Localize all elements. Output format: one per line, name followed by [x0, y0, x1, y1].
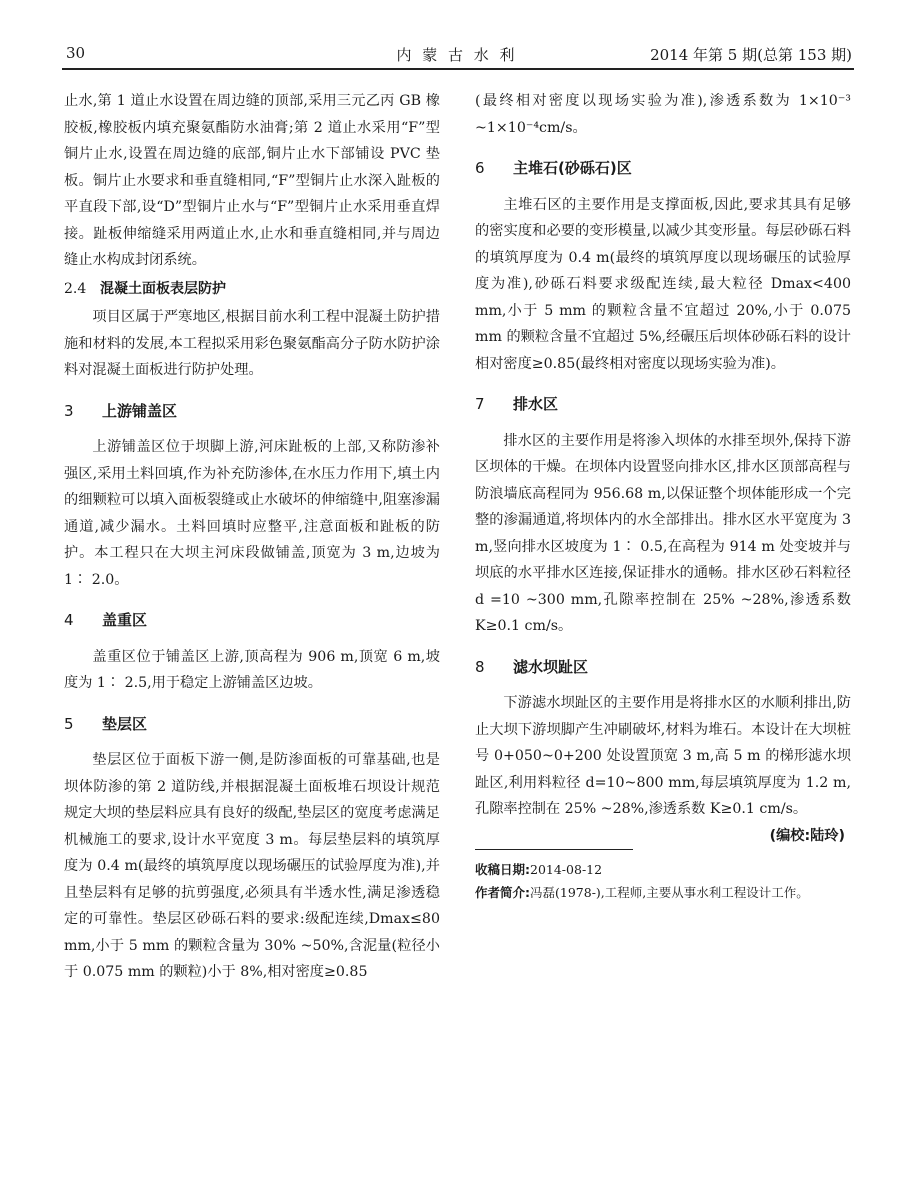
issue-info: 2014 年第 5 期(总第 153 期) — [650, 46, 852, 64]
header-rule — [62, 68, 854, 70]
left-column — [64, 88, 440, 986]
section-title: 上游铺盖区 — [102, 401, 178, 420]
footnote-author — [475, 881, 851, 904]
section-number: 3 — [64, 401, 74, 420]
paragraph-cushion-continued: (最终相对密度以现场实验为准),渗透系数为 1×10⁻³ ~1×10⁻⁴cm/s。 — [475, 93, 851, 136]
section-7-heading — [475, 391, 851, 418]
section-number: 7 — [475, 395, 485, 413]
paragraph-drainage-zone: 排水区的主要作用是将渗入坝体的水排至坝外,保持下游区坝体的干燥。在坝体内设置竖向排水区,排水区顶部高程与防浪墙底高程同为 956.68 m,以保证整个坝体能形成一个完整的渗漏通道,将坝体内的水全部排出。排水区水平宽度为 3 m,竖向排水区坡度为 1∶ 0.5,在高程为 914 m 处变坡并与坝底的水平排水区连接,保证排水的通畅。排水区砂石料粒径 d =10 ~300 mm,孔隙率控制在 25% ~28%,渗透系数 K≥0.1 cm/s。 — [475, 432, 851, 634]
paragraph-surface-protection: 项目区属于严寒地区,根据目前水利工程中混凝土防护措施和材料的发展,本工程拟采用彩色聚氨酯高分子防水防护涂料对混凝土面板进行防护处理。 — [64, 309, 440, 378]
received-label: 收稿日期: — [475, 861, 530, 877]
section-title: 垫层区 — [102, 714, 148, 733]
author-bio: 冯磊(1978-),工程师,主要从事水利工程设计工作。 — [530, 884, 809, 900]
received-date: 2014-08-12 — [530, 861, 603, 877]
author-label: 作者简介: — [475, 884, 530, 900]
section-number: 6 — [475, 159, 485, 177]
section-title: 滤水坝趾区 — [513, 657, 589, 676]
section-number: 5 — [64, 714, 74, 733]
paragraph-main-rockfill: 主堆石区的主要作用是支撑面板,因此,要求其具有足够的密实度和必要的变形模量,以减少其变形量。每层砂砾石料的填筑厚度为 0.4 m(最终的填筑厚度以现场碾压的试验厚度为准),砂砾石料要求级配连续,最大粒径 Dmax<400 mm,小于 5 mm 的颗粒含量不宜超过 20%,小于 0.075 mm 的颗粒含量不宜超过 5%,经碾压后坝体砂砾石料的设计相对密度≥0.85(最终相对密度以现场实验为准)。 — [475, 196, 851, 372]
toe-filter-text: 下游滤水坝趾区的主要作用是将排水区的水顺利排出,防止大坝下游坝脚产生冲刷破坏,材料为堆石。本设计在大坝桩号 0+050~0+200 处设置顶宽 3 m,高 5 m 的梯形滤水坝趾区,利用料粒径 d=10~800 mm,每层填筑厚度为 1.2 m,孔隙率控制在 25% ~28%,渗透系数 K≥0.1 cm/s。 — [475, 695, 851, 817]
section-title: 混凝土面板表层防护 — [100, 280, 226, 297]
section-3-heading — [64, 398, 440, 425]
paragraph-waterstop: 止水,第 1 道止水设置在周边缝的顶部,采用三元乙丙 GB 橡胶板,橡胶板内填充聚氨酯防水油膏;第 2 道止水采用“F”型铜片止水,设置在周边缝的底部,铜片止水下部铺设 PVC 垫板。铜片止水要求和垂直缝相同,“F”型铜片止水深入趾板的平直段下部,设“D”型铜片止水与“F”型铜片止水采用垂直焊接。趾板伸缩缝采用两道止水,止水和垂直缝相同,并与周边缝止水构成封闭系统。 — [64, 93, 440, 268]
paragraph-upstream-blanket: 上游铺盖区位于坝脚上游,河床趾板的上部,又称防渗补强区,采用土料回填,作为补充防渗体,在水压力作用下,填土内的细颗粒可以填入面板裂缝或止水破坏的伸缩缝中,阻塞渗漏通道,减少漏水。土料回填时应整平,注意面板和趾板的防护。本工程只在大坝主河床段做铺盖,顶宽为 3 m,边坡为 1∶ 2.0。 — [64, 439, 440, 588]
right-column — [475, 88, 851, 904]
footnote-rule — [475, 849, 633, 850]
paragraph-weight-zone: 盖重区位于铺盖区上游,顶高程为 906 m,顶宽 6 m,坡度为 1∶ 2.5,用于稳定上游铺盖区边坡。 — [64, 648, 440, 691]
paragraph-cushion-zone: 垫层区位于面板下游一侧,是防渗面板的可靠基础,也是坝体防渗的第 2 道防线,并根据混凝土面板堆石坝设计规范规定大坝的垫层料应具有良好的级配,垫层区的宽度考虑满足机械施工的要求,设计水平宽度 3 m。每层垫层料的填筑厚度为 0.4 m(最终的填筑厚度以现场碾压的试验厚度为准),并且垫层料有足够的抗剪强度,必须具有半透水性,满足渗透稳定的可靠性。垫层区砂砾石料的要求:级配连续,Dmax≤80 mm,小于 5 mm 的颗粒含量为 30% ~50%,含泥量(粒径小于 0.075 mm 的颗粒)小于 8%,相对密度≥0.85 — [64, 752, 440, 980]
section-title: 盖重区 — [102, 611, 148, 629]
section-title: 主堆石(砂砾石)区 — [513, 159, 632, 177]
footnote-received — [475, 858, 851, 881]
running-header — [62, 40, 852, 70]
section-4-heading — [64, 607, 440, 634]
section-number: 8 — [475, 657, 485, 676]
section-6-heading — [475, 155, 851, 182]
page-number: 30 — [66, 44, 86, 62]
section-title: 排水区 — [513, 395, 559, 413]
section-2-4-heading — [64, 276, 440, 303]
editor-note: (编校:陆玲) — [769, 827, 845, 844]
section-8-heading — [475, 654, 851, 681]
paragraph-toe-filter — [475, 690, 851, 844]
section-number: 4 — [64, 611, 74, 629]
journal-title: 内 蒙 古 水 利 — [396, 46, 518, 64]
section-number: 2.4 — [64, 280, 87, 297]
section-5-heading — [64, 711, 440, 738]
